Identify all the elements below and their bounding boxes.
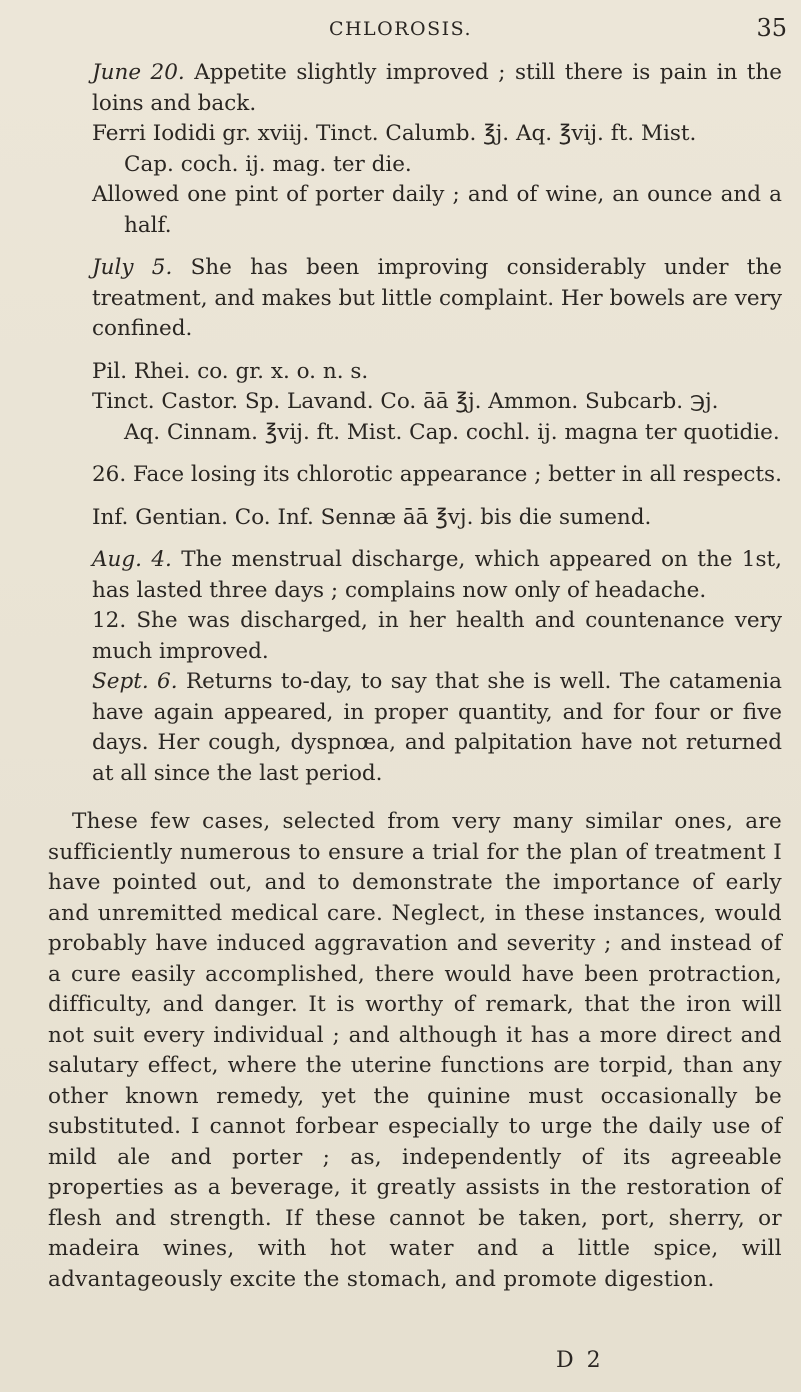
entry-text: The menstrual discharge, which appeared on the 1st, has lasted three days ; complains now only of headache. (92, 547, 782, 603)
page-number: 35 (756, 14, 787, 42)
closing-paragraph: These few cases, selected from very many similar ones, are sufficiently numerous to ensure a trial for the plan of treatment I have pointed out, and to demonstrate the importance of early and unremitted medical care. Neglect, in these instances, would probably have induced aggravation and severity ; and instead of a cure easily accomplished, there would have been protraction, difficulty, and danger. It is worthy of remark, that the iron will not suit every individual ; and although it has a more direct and salutary effect, where the uterine functions are torpid, than any other known remedy, yet the quinine must occasionally be substituted. I cannot forbear especially to urge the daily use of mild ale and porter ; as, independently of its agreeable properties as a beverage, it greatly assists in the restoration of flesh and strength. If these cannot be taken, port, sherry, or madeira wines, with hot water and a little spice, will advantageously excite the stomach, and promote digestion. (48, 809, 782, 1292)
entry-day-12 (42, 606, 782, 667)
prescription-line (42, 357, 782, 388)
signature-mark: D 2 (556, 1348, 604, 1373)
entry-text: Appetite slightly improved ; still there is pain in the loins and back. (92, 60, 782, 116)
entry-date: June 20. (92, 60, 185, 85)
running-title: CHLOROSIS. (328, 18, 473, 40)
prescription-line (42, 119, 782, 150)
prescription-text: Tinct. Castor. Sp. Lavand. Co. āā ℥j. Ammon. Subcarb. ℈j. (92, 389, 719, 414)
prescription-line (42, 387, 782, 418)
case-notes (42, 58, 782, 1295)
prescription-text: Ferri Iodidi gr. xviij. Tinct. Calumb. ℥j. Aq. ℥vij. ft. Mist. (92, 121, 697, 146)
entry-july-5 (42, 253, 782, 345)
prescription-text: Aq. Cinnam. ℥vij. ft. Mist. Cap. cochl. ij. magna ter quotidie. (124, 419, 780, 445)
entry-aug-4 (42, 545, 782, 606)
entry-sept-6 (42, 667, 782, 789)
entry-date: Aug. 4. (92, 547, 172, 572)
entry-text: She has been improving considerably under the treatment, and makes but little complaint. Her bowels are very confined. (92, 255, 782, 341)
prescription-text: Cap. coch. ij. mag. ter die. (124, 151, 412, 177)
entry-date: July 5. (92, 255, 173, 280)
page-header (0, 8, 801, 48)
allowance-text: Allowed one pint of porter daily ; and of wine, an ounce and a half. (92, 182, 782, 238)
prescription-line (42, 418, 782, 449)
allowance-note (42, 180, 782, 241)
prescription-text: Pil. Rhei. co. gr. x. o. n. s. (92, 358, 369, 384)
entry-day-26 (42, 460, 782, 491)
prescription-line (42, 503, 782, 534)
entry-text: 26. Face losing its chlorotic appearance ; better in all respects. (92, 462, 782, 487)
prescription-line (42, 150, 782, 181)
entry-june-20 (42, 58, 782, 119)
entry-text: Returns to-day, to say that she is well. The catamenia have again appeared, in proper quantity, and for four or five days. Her cough, dyspnœa, and palpitation have not returned at all since the last period. (92, 669, 782, 786)
entry-date: Sept. 6. (92, 669, 178, 694)
prescription-text: Inf. Gentian. Co. Inf. Sennæ āā ℥vj. bis die sumend. (92, 504, 652, 530)
entry-text: 12. She was discharged, in her health and countenance very much improved. (92, 608, 782, 664)
